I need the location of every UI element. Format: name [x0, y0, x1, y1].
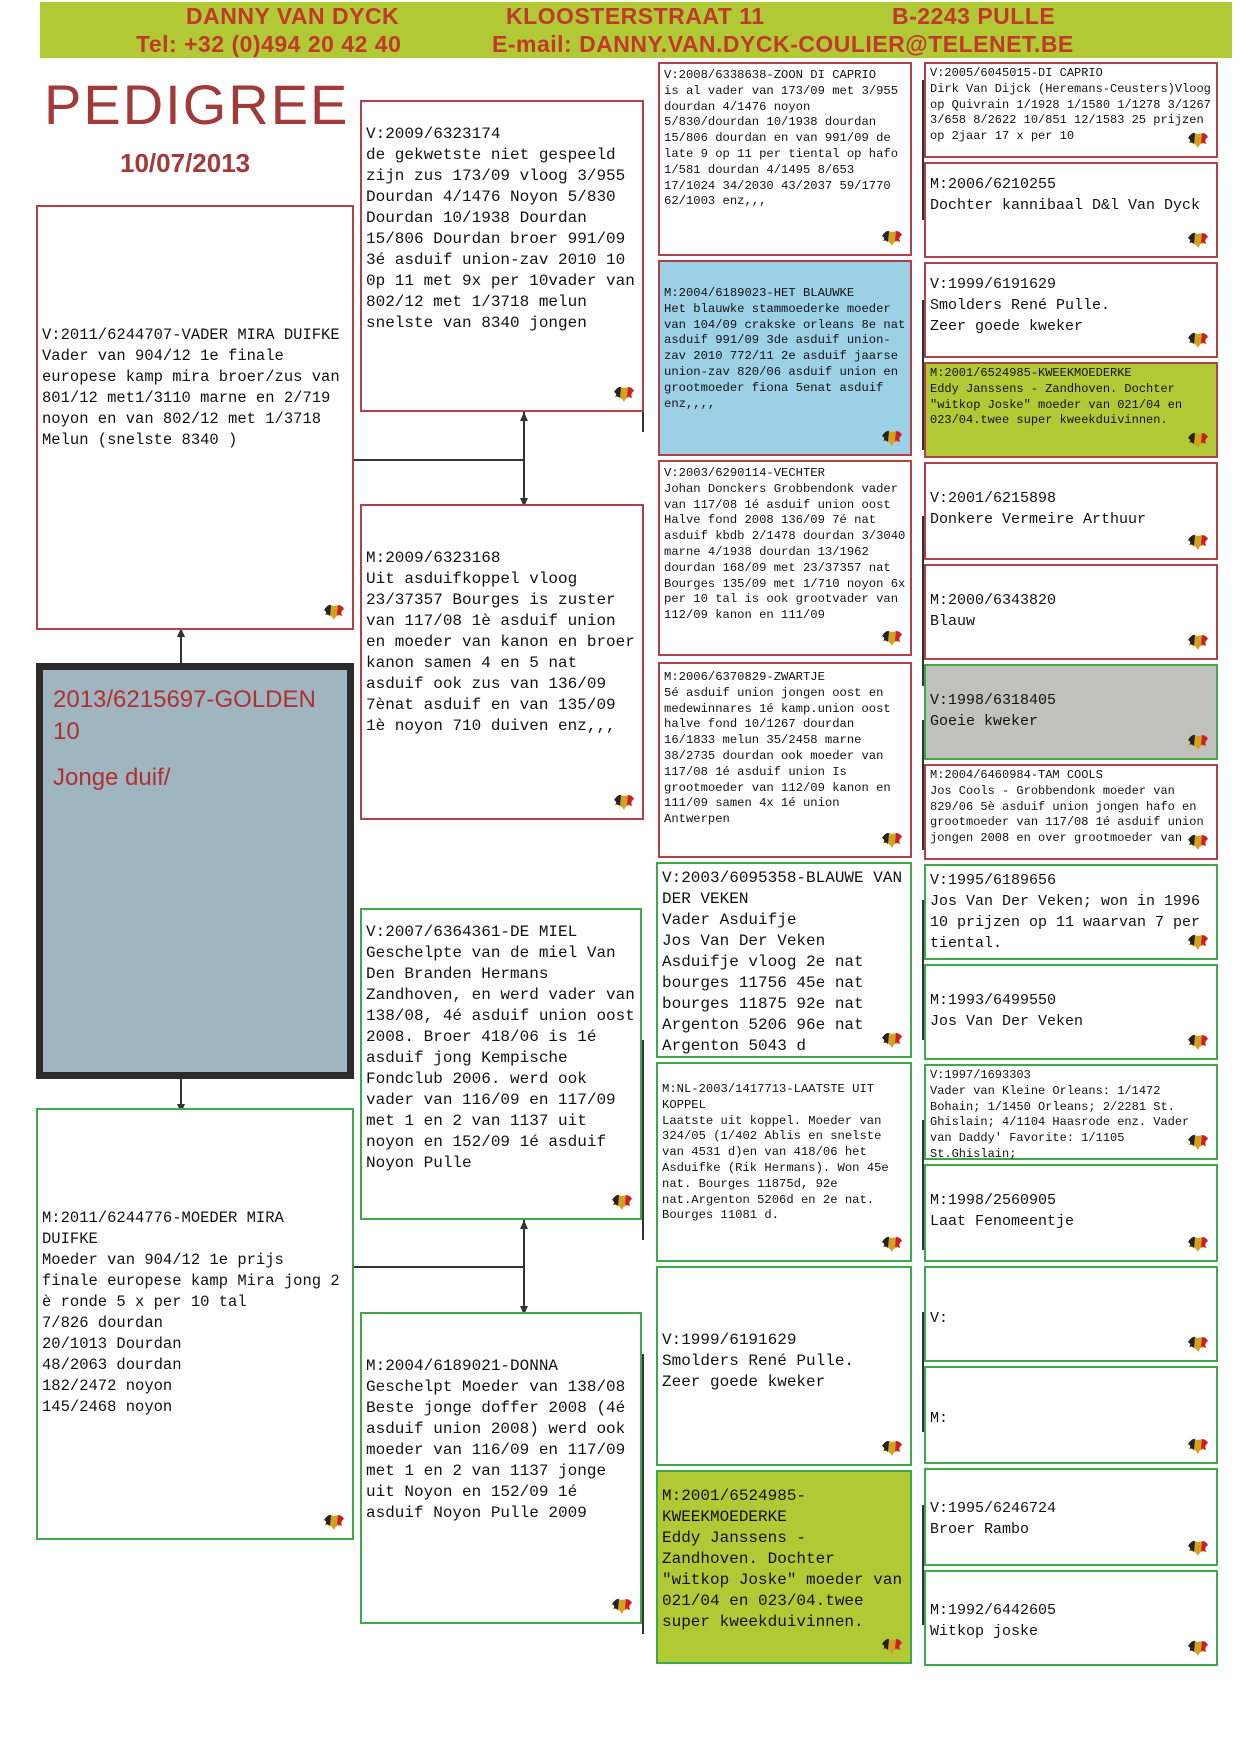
- grand-sire-paternal-card: [360, 100, 644, 412]
- belgian-pigeon-flag-icon: [880, 830, 904, 850]
- connector-line: [352, 1266, 524, 1268]
- grand-dam-paternal-text: M:2009/6323168 Uit asduifkoppel vloog 23/37357 Bourges is zuster van 117/08 1è asduif union en moeder van kanon en broer kanon samen 4 en 5 nat asduif ook zus van 136/09 7ènat asduif en van 135/09 1è noyon 710 duiven enz,,,: [366, 549, 635, 735]
- gen3-card-1: [658, 62, 912, 256]
- gen4-card-6: [924, 564, 1218, 660]
- dam-card: [36, 1108, 354, 1540]
- gen3-text-6: M:NL-2003/1417713-LAATSTE UIT KOPPEL Laatste uit koppel. Moeder van 324/05 (1/402 Ablis en snelste van 4531 d)en van 418/06 het Asduifke (Rik Hermans). Won 45e nat. Bourges 11875d, 92e nat.Argenton 5206d en 2e nat. Bourges 11081 d.: [662, 1082, 889, 1223]
- dam-text: M:2011/6244776-MOEDER MIRA DUIFKE Moeder van 904/12 1e prijs finale europese kamp Mira jong 2 è ronde 5 x per 10 tal 7/826 dourdan 20/1013 Dourdan 48/2063 dourdan 182/2472 noyon 145/2468 noyon: [42, 1209, 340, 1416]
- gen4-card-7: [924, 664, 1218, 760]
- belgian-pigeon-flag-icon: [880, 428, 904, 448]
- breeder-name: DANNY VAN DYCK: [186, 3, 400, 29]
- belgian-pigeon-flag-icon: [612, 384, 636, 404]
- breeder-street: KLOOSTERSTRAAT 11: [506, 3, 765, 29]
- belgian-pigeon-flag-icon: [1186, 732, 1210, 752]
- grand-dam-maternal-card: [360, 1312, 642, 1624]
- belgian-pigeon-flag-icon: [1186, 1334, 1210, 1354]
- gen4-card-2: [924, 162, 1218, 258]
- gen4-text-14: M:: [930, 1410, 949, 1427]
- gen3-card-5: [656, 862, 912, 1058]
- belgian-pigeon-flag-icon: [880, 1030, 904, 1050]
- gen4-text-6: M:2000/6343820 Blauw: [930, 592, 1057, 630]
- connector-line: [642, 1354, 644, 1634]
- connector-line: [352, 459, 524, 461]
- belgian-pigeon-flag-icon: [880, 1438, 904, 1458]
- grand-sire-maternal-card: [360, 908, 642, 1220]
- belgian-pigeon-flag-icon: [880, 628, 904, 648]
- gen4-text-7: V:1998/6318405 Goeie kweker: [930, 692, 1057, 730]
- gen4-card-14: [924, 1366, 1218, 1464]
- gen3-text-7: V:1999/6191629 Smolders René Pulle. Zeer goede kweker: [662, 1331, 855, 1391]
- breeder-phone: Tel: +32 (0)494 20 42 40: [136, 31, 402, 57]
- belgian-pigeon-flag-icon: [1186, 1538, 1210, 1558]
- gen3-card-2: [658, 260, 912, 456]
- gen4-text-15: V:1995/6246724 Broer Rambo: [930, 1500, 1057, 1538]
- gen3-card-4: [658, 662, 912, 858]
- connector-line: [180, 1079, 182, 1107]
- belgian-pigeon-flag-icon: [322, 602, 346, 622]
- subject-ring: 2013/6215697-GOLDEN 10: [53, 686, 323, 745]
- header-banner: [40, 2, 1232, 58]
- gen4-text-13: V:: [930, 1310, 949, 1327]
- grand-sire-paternal-text: V:2009/6323174 de gekwetste niet gespeeld zijn zus 173/09 vloog 3/955 Dourdan 4/1476 Noyon 5/830 Dourdan 10/1938 Dourdan 15/806 Dourdan broer 991/09 3é asduif union-zav 2010 10 0p 11 met 9x per 10vader van 802/12 met 1/3718 melun snelste van 8340 jongen: [366, 125, 635, 332]
- belgian-pigeon-flag-icon: [1186, 1638, 1210, 1658]
- arrow-up-icon: [520, 1220, 528, 1229]
- gen4-text-9: V:1995/6189656 Jos Van Der Veken; won in 1996 10 prijzen op 11 waarvan 7 per tiental.: [930, 872, 1201, 952]
- belgian-pigeon-flag-icon: [1186, 430, 1210, 450]
- gen4-text-2: M:2006/6210255 Dochter kannibaal D&l Van Dyck: [930, 176, 1201, 214]
- arrow-up-icon: [520, 412, 528, 421]
- belgian-pigeon-flag-icon: [1186, 230, 1210, 250]
- gen4-card-16: [924, 1570, 1218, 1666]
- gen4-text-5: V:2001/6215898 Donkere Vermeire Arthuur: [930, 490, 1147, 528]
- gen4-card-4: [924, 362, 1218, 458]
- gen4-text-11: V:1997/1693303 Vader van Kleine Orleans: 1/1472 Bohain; 1/1450 Orleans; 2/2281 St. Ghislain; 4/1104 Haasrode enz. Vader van Daddy' Favorite: 1/1105 St.Ghislain;: [930, 1068, 1190, 1161]
- page-title: PEDIGREE: [44, 73, 350, 136]
- gen3-text-2: M:2004/6189023-HET BLAUWKE Het blauwke stammoederke moeder van 104/09 crakske orleans 8e nat asduif 991/09 3de asduif union-zav 2010 772/11 2e asduif jaarse union-zav 820/06 asduif union en grootmoeder fiona 5enat asduif enz,,,,: [664, 286, 906, 411]
- gen4-card-5: [924, 462, 1218, 560]
- belgian-pigeon-flag-icon: [1186, 1132, 1210, 1152]
- gen4-text-4: M:2001/6524985-KWEEKMOEDERKE Eddy Janssens - Zandhoven. Dochter "witkop Joske" moeder van 021/04 en 023/04.twee super kweekduivinnen.: [930, 366, 1183, 428]
- sire-text: V:2011/6244707-VADER MIRA DUIFKE Vader van 904/12 1e finale europese kamp mira broer/zus van 801/12 met1/3110 marne en 2/719 noyon en van 802/12 met 1/3718 Melun (snelste 8340 ): [42, 326, 340, 449]
- gen3-card-8: [656, 1470, 912, 1664]
- gen4-text-12: M:1998/2560905 Laat Fenomeentje: [930, 1192, 1075, 1230]
- gen3-card-7: [656, 1266, 912, 1466]
- gen3-text-4: M:2006/6370829-ZWARTJE 5é asduif union jongen oost en medewinnares 1é kamp.union oost halve fond 10/1267 dourdan 16/1833 melun 35/2458 marne 38/2735 dourdan ook moeder van 117/08 1é asduif union Is grootmoeder van 112/09 kanon en 111/09 samen 4x 1é union Antwerpen: [664, 670, 891, 827]
- gen4-card-8: [924, 764, 1218, 860]
- subject-note: Jonge duif/: [53, 764, 171, 791]
- belgian-pigeon-flag-icon: [1186, 330, 1210, 350]
- belgian-pigeon-flag-icon: [880, 1636, 904, 1656]
- breeder-city: B-2243 PULLE: [892, 3, 1056, 29]
- belgian-pigeon-flag-icon: [880, 1234, 904, 1254]
- belgian-pigeon-flag-icon: [1186, 1234, 1210, 1254]
- grand-dam-maternal-text: M:2004/6189021-DONNA Geschelpt Moeder van 138/08 Beste jonge doffer 2008 (4é asduif union 2008) werd ook moeder van 116/09 en 117/09 met 1 en 2 van 1137 jonge uit Noyon en 152/09 1é asduif Noyon Pulle 2009: [366, 1357, 626, 1522]
- gen3-text-3: V:2003/6290114-VECHTER Johan Donckers Grobbendonk vader van 117/08 1é asduif union oost Halve fond 2008 136/09 7é nat asduif kbdb 2/1478 dourdan 3/3040 marne 4/1938 dourdan 13/1962 dourdan 168/09 met 23/37357 nat Bourges 135/09 met 1/710 noyon 6x per 10 tal is ook grootvader van 112/09 kanon en 111/09: [664, 466, 906, 623]
- connector-line: [523, 412, 525, 504]
- gen4-card-12: [924, 1164, 1218, 1262]
- gen4-text-3: V:1999/6191629 Smolders René Pulle. Zeer goede kweker: [930, 276, 1111, 335]
- belgian-pigeon-flag-icon: [322, 1512, 346, 1532]
- belgian-pigeon-flag-icon: [1186, 1032, 1210, 1052]
- belgian-pigeon-flag-icon: [880, 228, 904, 248]
- gen4-card-15: [924, 1468, 1218, 1566]
- gen4-card-1: [924, 62, 1218, 158]
- belgian-pigeon-flag-icon: [610, 1596, 634, 1616]
- belgian-pigeon-flag-icon: [610, 1192, 634, 1212]
- gen3-text-8: M:2001/6524985-KWEEKMOEDERKE Eddy Janssens - Zandhoven. Dochter "witkop Joske" moeder van 021/04 en 023/04.twee super kweekduivinnen.: [662, 1487, 903, 1631]
- gen3-text-5: V:2003/6095358-BLAUWE VAN DER VEKEN Vader Asduifje Jos Van Der Veken Asduifje vloog 2e nat bourges 11756 45e nat bourges 11875 92e nat Argenton 5206 96e nat Argenton 5043 d: [662, 869, 903, 1055]
- belgian-pigeon-flag-icon: [1186, 832, 1210, 852]
- gen3-text-1: V:2008/6338638-ZOON DI CAPRIO is al vader van 173/09 met 3/955 dourdan 4/1476 noyon 5/830/dourdan 10/1938 dourdan 15/806 dourdan en van 991/09 de late 9 op 11 per tiental op hafo 1/581 dourdan 4/1495 8/653 17/1024 34/2030 43/2037 59/1770 62/1003 enz,,,: [664, 68, 899, 209]
- gen4-text-8: M:2004/6460984-TAM COOLS Jos Cools - Grobbendonk moeder van 829/06 5è asduif union jongen hafo en grootmoeder van 117/08 1é asduif union jongen 2008 en over grootmoeder van: [930, 768, 1204, 846]
- connector-line: [642, 1040, 644, 1240]
- sire-card: [36, 205, 354, 630]
- belgian-pigeon-flag-icon: [1186, 532, 1210, 552]
- pedigree-date: 10/07/2013: [120, 148, 251, 178]
- grand-dam-paternal-card: [360, 504, 644, 820]
- belgian-pigeon-flag-icon: [1186, 1436, 1210, 1456]
- gen3-card-3: [658, 460, 912, 656]
- subject-pigeon-card: [36, 663, 354, 1079]
- gen4-card-11: [924, 1064, 1218, 1160]
- belgian-pigeon-flag-icon: [1186, 932, 1210, 952]
- gen4-card-10: [924, 964, 1218, 1060]
- breeder-email: E-mail: DANNY.VAN.DYCK-COULIER@TELENET.BE: [492, 31, 1074, 57]
- belgian-pigeon-flag-icon: [1186, 632, 1210, 652]
- gen3-card-6: [656, 1062, 912, 1262]
- gen4-text-1: V:2005/6045015-DI CAPRIO Dirk Van Dijck (Heremans-Ceusters)Vloog op Quivrain 1/1928 1/1580 1/1278 3/1267 3/658 8/2622 10/851 12/1583 25 prijzen op 2jaar 17 x per 10: [930, 66, 1211, 144]
- belgian-pigeon-flag-icon: [1186, 130, 1210, 150]
- gen4-card-3: [924, 262, 1218, 358]
- gen4-text-10: M:1993/6499550 Jos Van Der Veken: [930, 992, 1084, 1030]
- belgian-pigeon-flag-icon: [612, 792, 636, 812]
- gen4-card-9: [924, 864, 1218, 960]
- gen4-card-13: [924, 1266, 1218, 1362]
- gen4-text-16: M:1992/6442605 Witkop joske: [930, 1602, 1057, 1640]
- grand-sire-maternal-text: V:2007/6364361-DE MIEL Geschelpte van de miel Van Den Branden Hermans Zandhoven, en werd vader van 138/08, 4é asduif union oost 2008. Broer 418/06 is 1é asduif jong Kempische Fondclub 2006. werd ook vader van 116/09 en 117/09 met 1 en 2 van 1137 uit noyon en 152/09 1é asduif Noyon Pulle: [366, 923, 635, 1172]
- connector-line: [523, 1220, 525, 1312]
